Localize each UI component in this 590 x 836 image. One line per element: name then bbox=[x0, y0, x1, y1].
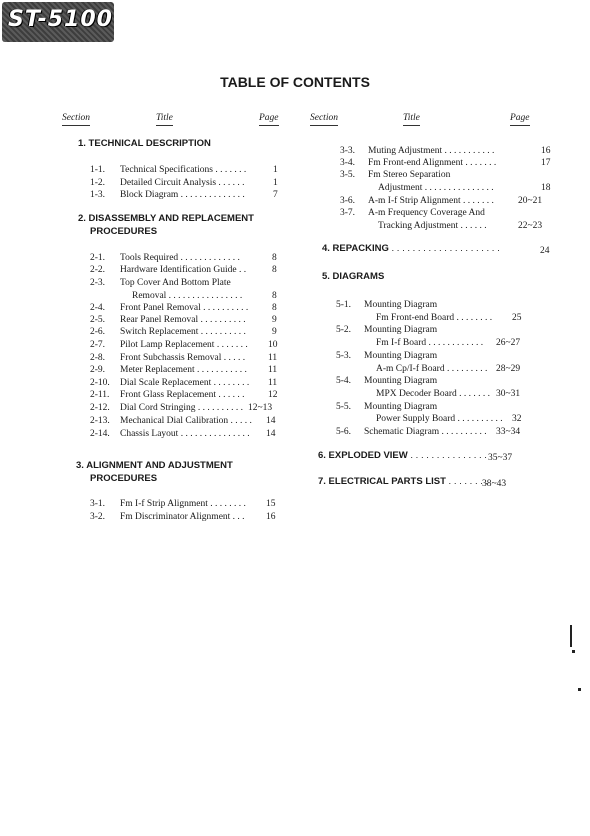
toc-entry bbox=[90, 377, 280, 389]
entry-number: 2-7. bbox=[90, 340, 106, 350]
section-exploded-dots: . . . . . . . . . . . . . . . bbox=[407, 450, 487, 461]
entry-page: 7 bbox=[273, 190, 278, 200]
entry-title: A-m Cp/I-f Board . . . . . . . . . bbox=[376, 364, 488, 374]
entry-page: 26~27 bbox=[496, 338, 521, 348]
entry-number: 3-7. bbox=[340, 208, 356, 218]
section-repacking-page: 24 bbox=[540, 246, 550, 256]
entry-number: 2-14. bbox=[90, 429, 110, 439]
toc-entry bbox=[336, 388, 556, 400]
section-repacking bbox=[322, 242, 500, 256]
entry-number: 2-11. bbox=[90, 390, 110, 400]
entry-number: 2-9. bbox=[90, 365, 106, 375]
entry-page: 32 bbox=[512, 414, 522, 424]
toc-entry bbox=[90, 326, 280, 338]
entry-page: 9 bbox=[272, 327, 277, 337]
entry-page: 1 bbox=[273, 178, 278, 188]
entry-number: 5-2. bbox=[336, 325, 352, 335]
section-alignment-line2: PROCEDURES bbox=[90, 473, 158, 484]
entry-page: 10 bbox=[268, 340, 278, 350]
entry-number: 3-5. bbox=[340, 170, 356, 180]
entry-page: 8 bbox=[272, 265, 277, 275]
section-technical-description: 1. TECHNICAL DESCRIPTION bbox=[78, 138, 211, 149]
entry-number: 2-2. bbox=[90, 265, 106, 275]
toc-entry bbox=[336, 375, 556, 387]
left-title-header: Title bbox=[156, 113, 173, 126]
right-section-header: Section bbox=[310, 113, 338, 126]
toc-entry bbox=[90, 177, 280, 189]
entry-number: 2-13. bbox=[90, 416, 110, 426]
entry-number: 5-3. bbox=[336, 351, 352, 361]
toc-entry bbox=[90, 302, 280, 314]
entry-title: Dial Scale Replacement . . . . . . . . bbox=[120, 378, 250, 388]
entry-number: 5-6. bbox=[336, 427, 352, 437]
entry-number: 2-5. bbox=[90, 315, 106, 325]
entry-title: Front Glass Replacement . . . . . . bbox=[120, 390, 245, 400]
entry-page: 17 bbox=[541, 158, 551, 168]
toc-entry bbox=[90, 264, 280, 276]
entry-page: 30~31 bbox=[496, 389, 521, 399]
toc-entry bbox=[90, 314, 280, 326]
section-parts-dots: . . . . . . . . bbox=[445, 476, 489, 487]
toc-entry bbox=[336, 401, 556, 413]
section-repacking-dots: . . . . . . . . . . . . . . . . . . . . . bbox=[388, 243, 500, 254]
entry-title: Mechanical Dial Calibration . . . . . bbox=[120, 416, 252, 426]
entry-page: 1 bbox=[273, 165, 278, 175]
entry-number: 3-3. bbox=[340, 146, 356, 156]
entry-title: Fm I-f Strip Alignment . . . . . . . . bbox=[120, 499, 246, 509]
toc-entry bbox=[340, 220, 555, 232]
entry-page: 16 bbox=[266, 512, 276, 522]
toc-entry bbox=[340, 169, 555, 181]
entry-title: Tools Required . . . . . . . . . . . . . bbox=[120, 253, 240, 263]
entry-page: 25 bbox=[512, 313, 522, 323]
entry-number: 5-1. bbox=[336, 300, 352, 310]
entry-title: Fm Front-end Alignment . . . . . . . bbox=[368, 158, 497, 168]
entry-title: Rear Panel Removal . . . . . . . . . . bbox=[120, 315, 246, 325]
entry-title: MPX Decoder Board . . . . . . . bbox=[376, 389, 490, 399]
entry-number: 5-5. bbox=[336, 402, 352, 412]
entry-number: 5-4. bbox=[336, 376, 352, 386]
entry-title: Adjustment . . . . . . . . . . . . . . . bbox=[378, 183, 494, 193]
entry-page: 8 bbox=[272, 303, 277, 313]
toc-entry bbox=[336, 363, 556, 375]
entry-title: A-m I-f Strip Alignment . . . . . . . bbox=[368, 196, 494, 206]
entry-title: Tracking Adjustment . . . . . . bbox=[378, 221, 487, 231]
section-diagrams: 5. DIAGRAMS bbox=[322, 271, 385, 282]
toc-entry bbox=[336, 337, 556, 349]
page-title: TABLE OF CONTENTS bbox=[220, 74, 370, 90]
entry-title: Chassis Layout . . . . . . . . . . . . . . . bbox=[120, 429, 250, 439]
model-badge bbox=[2, 2, 114, 42]
section-alignment-line1: 3. ALIGNMENT AND ADJUSTMENT bbox=[76, 460, 233, 471]
entry-number: 2-12. bbox=[90, 403, 110, 413]
entry-page: 8 bbox=[272, 291, 277, 301]
toc-entry bbox=[90, 290, 280, 302]
toc-entry bbox=[90, 364, 280, 376]
entry-number: 2-1. bbox=[90, 253, 106, 263]
right-title-header: Title bbox=[403, 113, 420, 126]
toc-entry bbox=[336, 426, 556, 438]
entry-title: Detailed Circuit Analysis . . . . . . bbox=[120, 178, 245, 188]
toc-entry bbox=[90, 252, 280, 264]
entry-title: Fm Front-end Board . . . . . . . . bbox=[376, 313, 493, 323]
entry-page: 9 bbox=[272, 315, 277, 325]
toc-entry bbox=[336, 299, 556, 311]
entry-number: 3-1. bbox=[90, 499, 106, 509]
toc-entry bbox=[340, 182, 555, 194]
section-exploded-view bbox=[318, 449, 487, 463]
section-parts-list bbox=[318, 475, 488, 489]
entry-page: 18 bbox=[541, 183, 551, 193]
entry-title: Mounting Diagram bbox=[364, 351, 438, 361]
toc-entry bbox=[340, 157, 555, 169]
entry-page: 12 bbox=[268, 390, 278, 400]
toc-entry bbox=[90, 339, 280, 351]
entry-title: Power Supply Board . . . . . . . . . . bbox=[376, 414, 503, 424]
entry-page: 28~29 bbox=[496, 364, 521, 374]
right-page-header: Page bbox=[510, 113, 530, 126]
entry-page: 16 bbox=[541, 146, 551, 156]
entry-title: Front Panel Removal . . . . . . . . . . bbox=[120, 303, 249, 313]
entry-number: 2-3. bbox=[90, 278, 106, 288]
entry-page: 14 bbox=[266, 429, 276, 439]
entry-number: 1-2. bbox=[90, 178, 106, 188]
entry-title: Fm I-f Board . . . . . . . . . . . . bbox=[376, 338, 484, 348]
entry-title: Fm Stereo Separation bbox=[368, 170, 451, 180]
entry-page: 20~21 bbox=[518, 196, 543, 206]
entry-title: Switch Replacement . . . . . . . . . . bbox=[120, 327, 246, 337]
model-label: ST-5100 bbox=[8, 7, 113, 32]
entry-page: 11 bbox=[268, 365, 278, 375]
entry-number: 1-1. bbox=[90, 165, 106, 175]
toc-entry bbox=[90, 428, 280, 440]
entry-title: Schematic Diagram . . . . . . . . . . bbox=[364, 427, 487, 437]
toc-entry bbox=[336, 413, 556, 425]
entry-title: Technical Specifications . . . . . . . bbox=[120, 165, 247, 175]
entry-page: 33~34 bbox=[496, 427, 521, 437]
entry-page: 22~23 bbox=[518, 221, 543, 231]
entry-number: 1-3. bbox=[90, 190, 106, 200]
entry-title: Mounting Diagram bbox=[364, 402, 438, 412]
entry-number: 2-8. bbox=[90, 353, 106, 363]
toc-entry bbox=[90, 277, 280, 289]
entry-title: Mounting Diagram bbox=[364, 300, 438, 310]
scan-mark bbox=[570, 625, 572, 647]
entry-number: 3-4. bbox=[340, 158, 356, 168]
toc-entry bbox=[340, 145, 555, 157]
left-page-header: Page bbox=[259, 113, 279, 126]
entry-page: 15 bbox=[266, 499, 276, 509]
toc-entry bbox=[340, 207, 555, 219]
entry-number: 3-2. bbox=[90, 512, 106, 522]
toc-entry bbox=[336, 350, 556, 362]
entry-title: A-m Frequency Coverage And bbox=[368, 208, 485, 218]
toc-entry bbox=[90, 511, 280, 523]
entry-title: Mounting Diagram bbox=[364, 376, 438, 386]
entry-page: 11 bbox=[268, 353, 278, 363]
entry-title: Fm Discriminator Alignment . . . bbox=[120, 512, 245, 522]
entry-title: Removal . . . . . . . . . . . . . . . . bbox=[132, 291, 243, 301]
entry-page: 12~13 bbox=[248, 403, 273, 413]
section-exploded-label: 6. EXPLODED VIEW bbox=[318, 450, 408, 461]
entry-title: Hardware Identification Guide . . bbox=[120, 265, 247, 275]
entry-title: Muting Adjustment . . . . . . . . . . . bbox=[368, 146, 495, 156]
entry-title: Front Subchassis Removal . . . . . bbox=[120, 353, 246, 363]
entry-title: Pilot Lamp Replacement . . . . . . . bbox=[120, 340, 248, 350]
entry-page: 14 bbox=[266, 416, 276, 426]
entry-title: Mounting Diagram bbox=[364, 325, 438, 335]
toc-entry bbox=[90, 402, 280, 414]
toc-entry bbox=[336, 312, 556, 324]
entry-number: 2-6. bbox=[90, 327, 106, 337]
toc-entry bbox=[90, 498, 280, 510]
entry-title: Dial Cord Stringing . . . . . . . . . . bbox=[120, 403, 243, 413]
section-exploded-page: 35~37 bbox=[488, 453, 513, 463]
entry-number: 2-10. bbox=[90, 378, 110, 388]
entry-title: Meter Replacement . . . . . . . . . . . bbox=[120, 365, 247, 375]
entry-title: Block Diagram . . . . . . . . . . . . . . bbox=[120, 190, 245, 200]
section-repacking-label: 4. REPACKING bbox=[322, 243, 389, 254]
entry-number: 2-4. bbox=[90, 303, 106, 313]
section-parts-label: 7. ELECTRICAL PARTS LIST bbox=[318, 476, 446, 487]
entry-number: 3-6. bbox=[340, 196, 356, 206]
entry-page: 8 bbox=[272, 253, 277, 263]
entry-title: Top Cover And Bottom Plate bbox=[120, 278, 231, 288]
toc-entry bbox=[90, 389, 280, 401]
toc-entry bbox=[90, 189, 280, 201]
scan-mark bbox=[578, 688, 581, 691]
toc-entry bbox=[90, 164, 280, 176]
left-section-header: Section bbox=[62, 113, 90, 126]
toc-entry bbox=[336, 324, 556, 336]
section-parts-page: 38~43 bbox=[482, 479, 507, 489]
section-disassembly-line2: PROCEDURES bbox=[90, 226, 158, 237]
section-disassembly-line1: 2. DISASSEMBLY AND REPLACEMENT bbox=[78, 213, 254, 224]
toc-entry bbox=[90, 415, 280, 427]
entry-page: 11 bbox=[268, 378, 278, 388]
toc-entry bbox=[340, 195, 555, 207]
toc-entry bbox=[90, 352, 280, 364]
scan-mark bbox=[572, 650, 575, 653]
